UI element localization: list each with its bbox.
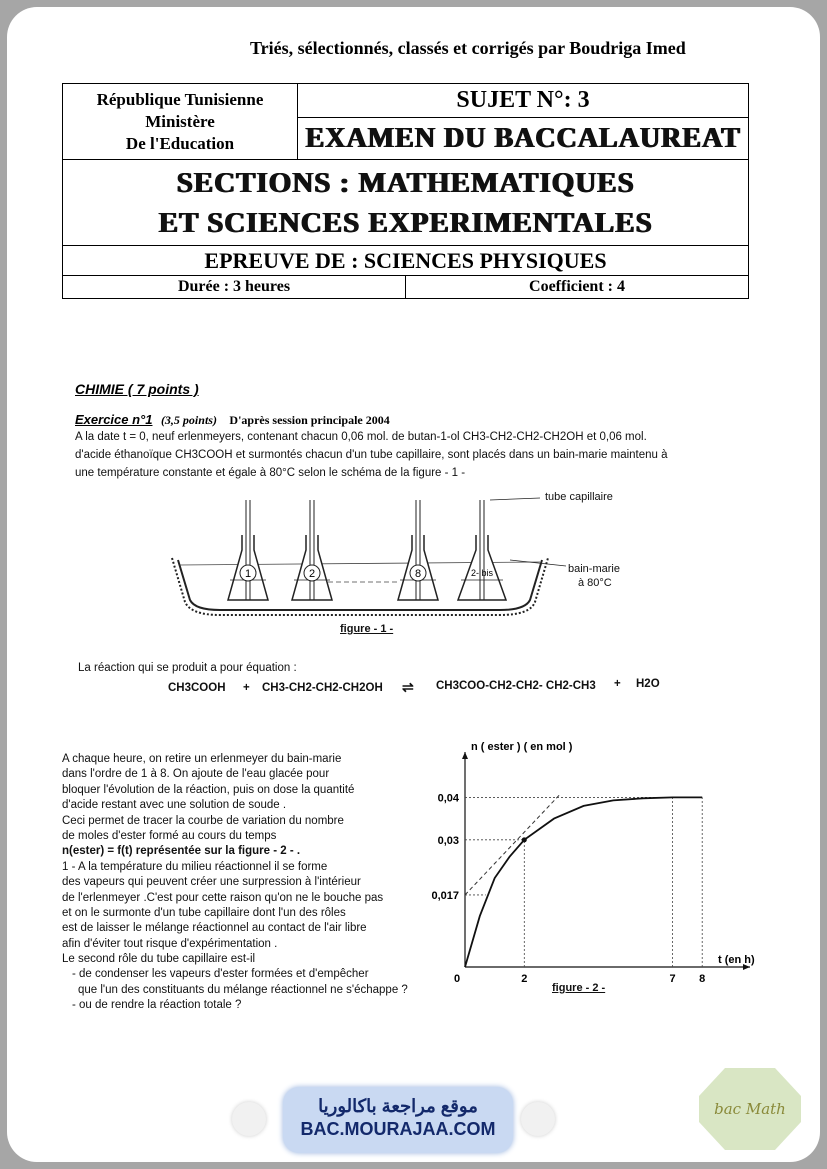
bain-marie-temp-label: à 80°C <box>578 577 612 589</box>
figure-2-chart <box>420 735 770 1000</box>
equilibrium-arrow: ⇌ <box>402 679 414 695</box>
flask-1-label: 1 <box>244 568 252 580</box>
footer-right-logo-icon <box>521 1102 555 1136</box>
y-tick-label: 0,017 <box>431 889 459 902</box>
intro-line-1: A la date t = 0, neuf erlenmeyers, contenant chacun 0,06 mol. de butan-1-ol CH3-CH2-CH2-CH2OH et 0,06 mol. <box>75 431 647 443</box>
text-line: n(ester) = f(t) représentée sur la figure - 2 - . <box>62 845 301 858</box>
footer-site-link[interactable]: BAC.MOURAJAA.COM <box>300 1119 496 1139</box>
x-tick-label: 8 <box>699 973 706 985</box>
coefficient-label: Coefficient : 4 <box>529 278 625 295</box>
sections-cell <box>63 160 749 246</box>
plus-sign-1: + <box>243 682 250 694</box>
question-text-block <box>62 753 422 1015</box>
product-ester: CH3COO-CH2-CH2- CH2-CH3 <box>436 680 596 692</box>
epreuve-title: EPREUVE DE : SCIENCES PHYSIQUES <box>63 246 749 276</box>
credit-line: Triés, sélectionnés, classés et corrigés par Boudriga Imed <box>250 38 686 58</box>
reactant-alcohol: CH3-CH2-CH2-CH2OH <box>262 682 383 694</box>
x-tick-label: 0 <box>453 973 461 985</box>
footer-arabic-text: موقع مراجعة باكالوريا <box>318 1096 478 1116</box>
text-line: de l'erlenmeyer .C'est pour cette raison qu'on ne le bouche pas <box>62 891 384 904</box>
x-tick-label: 2 <box>521 973 528 985</box>
chart-series <box>465 794 702 967</box>
text-line: de moles d'ester formé au cours du temps <box>62 829 277 842</box>
text-line: dans l'ordre de 1 à 8. On ajoute de l'eau glacée pour <box>62 768 330 781</box>
exam-header-table <box>62 83 749 299</box>
flask-2bis <box>458 500 506 600</box>
text-line: A chaque heure, on retire un erlenmeyer du bain-marie <box>62 753 342 765</box>
text-line: des vapeurs qui peuvent créer une surpression à l'intérieur <box>62 876 361 889</box>
text-line: que l'un des constituants du mélange réactionnel ne s'échappe ? <box>78 983 408 996</box>
chart-labels <box>431 741 755 985</box>
exercise-heading <box>75 411 390 429</box>
country-label: République Tunisienne <box>96 89 264 109</box>
duration-label: Durée : 3 heures <box>63 276 406 298</box>
text-line: - ou de rendre la réaction totale ? <box>72 999 242 1012</box>
sections-line2: ET SCIENCES EXPERIMENTALES <box>158 206 653 239</box>
text-line: et on le surmonte d'un tube capillaire dont l'un des rôles <box>62 906 346 919</box>
flask-2-label: 2 <box>308 568 316 580</box>
exercise-points: (3,5 points) <box>160 413 217 427</box>
product-water: H2O <box>636 678 660 690</box>
tangent-line <box>465 794 560 894</box>
bacmath-logo-icon <box>697 1066 803 1152</box>
text-line: bloquer l'évolution de la réaction, puis on dose la quantité <box>62 783 355 796</box>
x-axis-label: t (en h) <box>718 954 755 966</box>
y-tick-label: 0,03 <box>437 834 459 847</box>
footer-badge[interactable] <box>283 1087 513 1153</box>
chart-guides <box>465 797 702 967</box>
exam-title: EXAMEN DU BACCALAUREAT <box>298 118 749 160</box>
flask-1 <box>228 500 268 600</box>
tube-leader <box>490 498 540 500</box>
flask-8 <box>398 500 438 600</box>
chimie-title: CHIMIE ( 7 points ) <box>75 381 199 397</box>
plus-sign-2: + <box>614 678 621 690</box>
text-line: afin d'éviter tout risque d'expérimentation . <box>62 937 278 950</box>
exercise-title: Exercice n°1 <box>75 412 153 427</box>
text-line: - de condenser les vapeurs d'ester formées et d'empêcher <box>72 968 369 981</box>
figure-1-caption: figure - 1 - <box>340 623 394 635</box>
bain-marie-label: bain-marie <box>568 563 620 575</box>
text-line: Le second rôle du tube capillaire est-il <box>62 953 256 966</box>
text-line: est de laisser le mélange réactionnel au contact de l'air libre <box>62 922 367 935</box>
ministry-label: Ministère <box>145 111 215 131</box>
reactant-acid: CH3COOH <box>168 682 226 694</box>
exercise-source: D'après session principale 2004 <box>229 413 390 427</box>
logo-text: bac Math <box>714 1100 786 1118</box>
flask-8-label: 8 <box>414 568 422 580</box>
y-tick-label: 0,04 <box>437 792 459 805</box>
text-line: 1 - A la température du milieu réactionnel il se forme <box>62 860 328 873</box>
sections-line1: SECTIONS : MATHEMATIQUES <box>176 166 635 199</box>
text-line: Ceci permet de tracer la courbe de variation du nombre <box>62 814 344 827</box>
text-line: d'acide restant avec une solution de soude . <box>62 799 287 812</box>
flask-2 <box>292 500 332 600</box>
y-axis-label: n ( ester ) ( en mol ) <box>471 741 573 753</box>
intro-line-2: d'acide éthanoïque CH3COOH et surmontés chacun d'un tube capillaire, sont placés dans un bain-marie maintenu à <box>75 449 668 461</box>
subject-number: SUJET N°: 3 <box>298 84 749 118</box>
chart-axes <box>462 752 750 970</box>
education-label: De l'Education <box>125 133 235 153</box>
flask-2bis-label: 2- bis <box>470 568 494 578</box>
duration-row <box>63 276 749 299</box>
ester-curve <box>465 797 702 967</box>
ministry-cell <box>63 84 298 160</box>
reaction-intro: La réaction qui se produit a pour équation : <box>78 662 297 674</box>
curve-point-t2 <box>522 837 527 842</box>
tube-capillaire-label: tube capillaire <box>545 491 613 503</box>
intro-line-3: une température constante et égale à 80°C selon le schéma de la figure - 1 - <box>75 467 466 479</box>
x-tick-label: 7 <box>669 973 676 985</box>
figure-2-caption: figure - 2 - <box>552 982 606 994</box>
y-axis-arrow <box>462 752 468 759</box>
footer-left-logo-icon <box>232 1102 266 1136</box>
bath-leader <box>510 560 566 566</box>
